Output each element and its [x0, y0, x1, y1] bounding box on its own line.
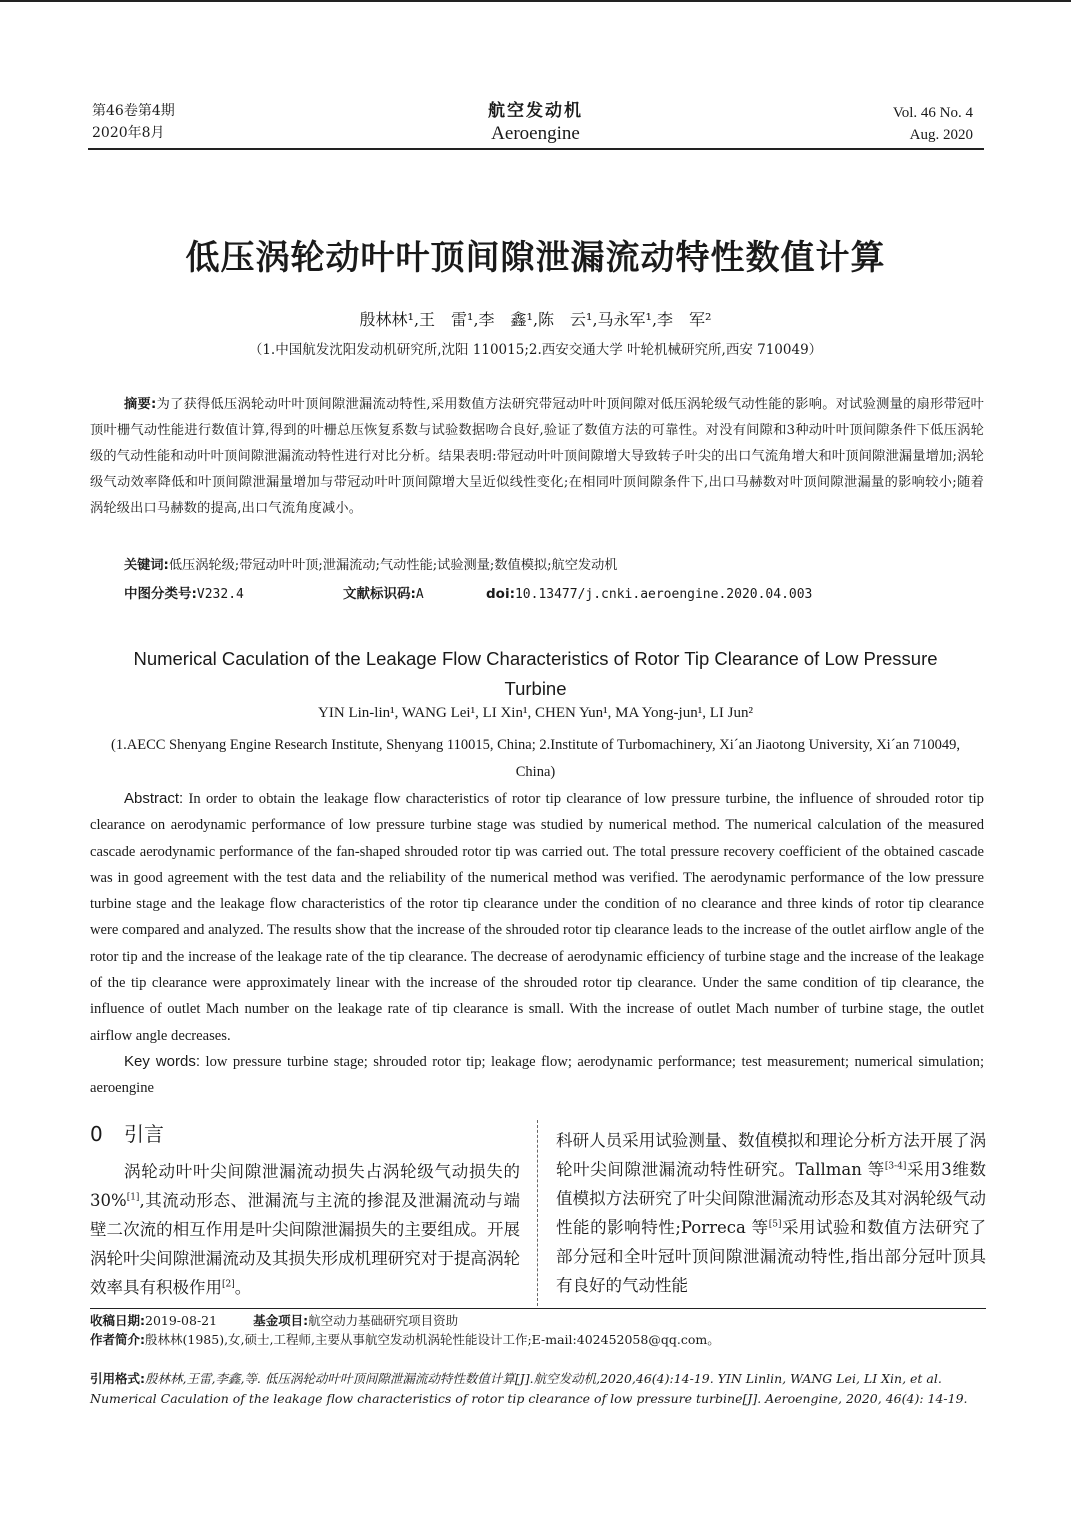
- doi-label: doi:: [486, 586, 515, 602]
- keywords-cn-text: 低压涡轮级;带冠动叶叶顶;泄漏流动;气动性能;试验测量;数值模拟;航空发动机: [168, 558, 618, 573]
- received-label: 收稿日期:: [90, 1313, 145, 1328]
- doc-code-value: A: [415, 587, 424, 602]
- fund-value: 航空动力基础研究项目资助: [308, 1313, 459, 1328]
- column-divider: [537, 1120, 538, 1306]
- header-rule: [88, 148, 984, 150]
- fund-label: 基金项目:: [253, 1313, 309, 1328]
- section-number: 0: [90, 1122, 103, 1146]
- abstract-en-label: Abstract:: [124, 790, 184, 807]
- citation-ref: [2]: [222, 1279, 235, 1290]
- keywords-en: [90, 1049, 984, 1102]
- volume-issue-cn: 第46卷第4期: [92, 103, 175, 119]
- keywords-en-text: low pressure turbine stage; shrouded rotor tip; leakage flow; aerodynamic performance; test measurement; numerical simulation; aeroengine: [90, 1054, 984, 1097]
- body-right-text-3: 采用试验和数值方法研究了部分冠和全叶冠叶顶间隙泄漏流动特性,指出部分冠叶顶具有良好的气动性能: [556, 1218, 986, 1295]
- citation-ref: [5]: [768, 1219, 782, 1230]
- body-right-text-2: 采用3维数值模拟方法研究了叶尖间隙泄漏流动形态及其对涡轮级气动性能的影响特性;Porreca 等: [556, 1160, 986, 1237]
- keywords-cn-label: 关键词:: [124, 558, 169, 573]
- footnote-author: [90, 1331, 984, 1349]
- abstract-cn-label: 摘要:: [124, 397, 157, 412]
- affiliation-cn: （1.中国航发沈阳发动机研究所,沈阳 110015;2.西安交通大学 叶轮机械研究所,西安 710049）: [248, 342, 823, 358]
- citation-ref: [1]: [126, 1192, 140, 1203]
- received-date: 2019-08-21: [145, 1313, 218, 1328]
- abstract-cn: [90, 392, 984, 522]
- abstract-en-text: In order to obtain the leakage flow characteristics of rotor tip clearance of low pressure turbine, the influence of shrouded rotor tip clearance on aerodynamic performance of low pressure turbine stage was studied by numerical method. The numerical calculation of the measured cascade aerodynamic performance of the fan-shaped shrouded rotor tip was carried out. The total pressure recovery coefficient of the obtained cascade was in good agreement with the test data and the reliability of the numerical method was verified. The aerodynamic performance of the low pressure turbine stage and the leakage flow characteristics of the rotor tip clearance under the condition of no clearance and three kinds of rotor tip clearance were compared and analyzed. The results show that the increase of the shrouded rotor tip clearance leads to the increase of the outlet airflow angle of the rotor tip and the increase of the leakage rate of the tip clearance. The decrease of aerodynamic efficiency of turbine stage and the increase of the leakage of the tip clearance were approximately linear with the increase of the shrouded rotor tip clearance. Under the same condition of tip clearance, the influence of outlet Mach number on the leakage rate of tip clearance is small. With the increase of outlet Mach number of turbine stage, the outlet airflow angle decreases.: [90, 791, 984, 1044]
- clc-value: V232.4: [196, 587, 244, 602]
- volume-issue-en: Vol. 46 No. 4: [892, 105, 973, 121]
- doc-code-label: 文献标识码:: [343, 586, 416, 602]
- citation-format: [90, 1369, 984, 1409]
- footnote-received-fund: [90, 1312, 984, 1330]
- section-title: 引言: [124, 1122, 164, 1146]
- keywords-cn: [124, 556, 984, 576]
- affiliation-en: (1.AECC Shenyang Engine Research Institute, Shenyang 110015, China; 2.Institute of Turbomachinery, Xi´an Jiaotong University, Xi´an 710049, China): [111, 737, 960, 780]
- doi: [486, 584, 812, 605]
- body-left-text-2: ,其流动形态、泄漏流与主流的掺混及泄漏流动与端壁二次流的相互作用是叶尖间隙泄漏损失的主要组成。开展涡轮叶尖间隙泄漏流动及其损失形成机理研究对于提高涡轮效率具有积极作用: [90, 1191, 520, 1297]
- keywords-en-label: Key words:: [124, 1053, 201, 1070]
- body-right-text-1: 科研人员采用试验测量、数值模拟和理论分析方法开展了涡轮叶尖间隙泄漏流动特性研究。Tallman 等: [556, 1131, 986, 1179]
- footnote-rule: [90, 1308, 986, 1309]
- body-column-right: [556, 1126, 986, 1300]
- document-code: [343, 584, 424, 605]
- paper-title-en: Numerical Caculation of the Leakage Flow Characteristics of Rotor Tip Clearance of Low Pressure Turbine: [133, 648, 938, 699]
- paper-title-cn: 低压涡轮动叶叶顶间隙泄漏流动特性数值计算: [185, 238, 886, 278]
- citation-text: 殷林林,王雷,李鑫,等. 低压涡轮动叶叶顶间隙泄漏流动特性数值计算[J].航空发动机,2020,46(4):14-19. YIN Linlin, WANG Lei, LI Xin, et al. Numerical Caculation of the leakage flow characteristics of rotor tip clearance of low pressure turbine[J]. Aeroengine, 2020, 46(4): 14-19.: [90, 1371, 968, 1406]
- body-left-text-1: 涡轮动叶叶尖间隙泄漏流动损失占涡轮级气动损失的30%: [90, 1162, 520, 1210]
- citation-label: 引用格式:: [90, 1371, 145, 1386]
- clc-number: [124, 584, 244, 605]
- section-heading: [90, 1118, 164, 1147]
- body-left-text-3: 。: [234, 1278, 252, 1297]
- citation-ref: [3-4]: [884, 1161, 907, 1172]
- clc-label: 中图分类号:: [124, 586, 197, 602]
- journal-name-en: Aeroengine: [491, 123, 580, 144]
- issue-date-cn: 2020年8月: [92, 125, 165, 141]
- author-bio-label: 作者简介:: [90, 1332, 145, 1347]
- issue-date-en: Aug. 2020: [909, 127, 973, 143]
- journal-name-cn: 航空发动机: [488, 101, 583, 121]
- abstract-cn-text: 为了获得低压涡轮动叶叶顶间隙泄漏流动特性,采用数值方法研究带冠动叶叶顶间隙对低压涡轮级气动性能的影响。对试验测量的扇形带冠叶顶叶栅气动性能进行数值计算,得到的叶栅总压恢复系数与试验数据吻合良好,验证了数值方法的可靠性。对没有间隙和3种动叶叶顶间隙条件下低压涡轮级的气动性能和动叶叶顶间隙泄漏流动特性进行对比分析。结果表明:带冠动叶叶顶间隙增大导致转子叶尖的出口气流角增大和叶顶间隙泄漏量增加;涡轮级气动效率降低和叶顶间隙泄漏量增加与带冠动叶叶顶间隙增大呈近似线性变化;在相同叶顶间隙条件下,出口马赫数对叶顶间隙泄漏量的影响较小;随着涡轮级出口马赫数的提高,出口气流角度减小。: [90, 397, 985, 516]
- author-list-cn: 殷林林¹,王 雷¹,李 鑫¹,陈 云¹,马永军¹,李 军²: [359, 310, 712, 329]
- doi-value: 10.13477/j.cnki.aeroengine.2020.04.003: [514, 587, 813, 602]
- author-bio-text: 殷林林(1985),女,硕士,工程师,主要从事航空发动机涡轮性能设计工作;E-mail:402452058@qq.com。: [145, 1332, 720, 1347]
- top-border: [0, 0, 1071, 2]
- abstract-en: [90, 786, 984, 1049]
- author-list-en: YIN Lin-lin¹, WANG Lei¹, LI Xin¹, CHEN Yun¹, MA Yong-jun¹, LI Jun²: [318, 705, 753, 721]
- body-column-left: [90, 1157, 520, 1302]
- journal-issue-en: [893, 102, 973, 146]
